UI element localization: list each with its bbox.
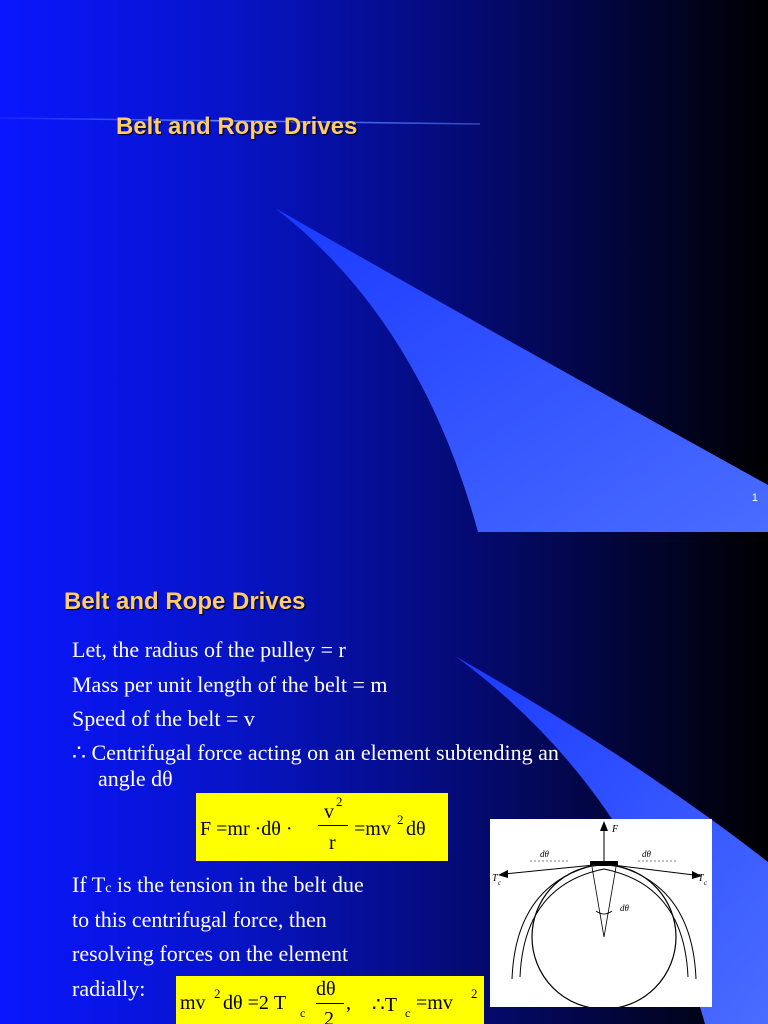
slide-1-title: Belt and Rope Drives bbox=[116, 113, 358, 140]
diagram-label-angle-left: dθ bbox=[540, 849, 549, 859]
eq1-numerator-sup: 2 bbox=[336, 794, 343, 809]
equation-tension bbox=[176, 976, 484, 1024]
eq2-part3-sup: 2 bbox=[471, 986, 478, 1001]
text-line-centrifugal: ∴ Centrifugal force acting on an element subtending an bbox=[72, 740, 559, 765]
eq1-lhs: F =mr ·dθ · bbox=[200, 818, 293, 840]
paragraph-line-4: radially: bbox=[72, 976, 146, 1001]
slide-2 bbox=[0, 532, 768, 1024]
eq2-part3: =mv bbox=[416, 992, 453, 1014]
force-arrow-head bbox=[600, 821, 608, 831]
eq2-part1-sup: 2 bbox=[214, 986, 221, 1001]
eq1-numerator: v bbox=[324, 801, 334, 823]
text-line-angle: angle dθ bbox=[98, 766, 173, 791]
diagram-label-force: F bbox=[612, 824, 619, 835]
slide-2-title: Belt and Rope Drives bbox=[64, 588, 306, 615]
belt-pulley-diagram bbox=[490, 819, 712, 1007]
equation-centrifugal-force bbox=[196, 793, 448, 861]
swoosh-shape bbox=[275, 208, 768, 532]
paragraph-line-3: resolving forces on the element bbox=[72, 941, 349, 966]
eq2-part1: mv bbox=[180, 992, 206, 1014]
diagram-label-tension-right: T bbox=[698, 873, 704, 884]
belt-inner-arc bbox=[520, 869, 688, 977]
eq1-rhs: =mv bbox=[354, 818, 391, 840]
diagram-label-tension-right-sub: c bbox=[704, 879, 708, 887]
slide-number: 1 bbox=[751, 492, 758, 504]
belt-element bbox=[590, 861, 618, 866]
eq2-part2: dθ =2 T bbox=[223, 992, 287, 1014]
eq2-comma: , bbox=[346, 992, 351, 1014]
eq1-fraction-bar bbox=[318, 825, 348, 826]
text-line-speed: Speed of the belt = v bbox=[72, 706, 255, 731]
eq2-therefore-sub: c bbox=[405, 1006, 411, 1020]
text-line-mass: Mass per unit length of the belt = m bbox=[72, 672, 388, 697]
paragraph-line-1: If Tc is the tension in the belt due bbox=[72, 872, 364, 897]
eq1-denominator: r bbox=[329, 832, 336, 854]
diagram-label-tension-left-sub: c bbox=[498, 879, 502, 887]
eq2-fraction-num: dθ bbox=[316, 978, 336, 1000]
diagram-label-angle-center: dθ bbox=[620, 903, 629, 913]
diagram-label-tension-left: T bbox=[492, 873, 498, 884]
eq2-therefore: ∴T bbox=[372, 994, 397, 1016]
belt-outer-arc bbox=[512, 863, 696, 979]
paragraph-line-2: to this centrifugal force, then bbox=[72, 907, 327, 932]
eq1-rhs-sup: 2 bbox=[397, 812, 404, 827]
radius-line-left bbox=[592, 867, 604, 937]
eq2-fraction-den: 2 bbox=[324, 1008, 334, 1024]
radius-line-right bbox=[604, 867, 616, 937]
angle-arc-center bbox=[596, 911, 612, 914]
tension-left-arrow-head bbox=[498, 870, 508, 878]
diagram-label-angle-right: dθ bbox=[642, 849, 651, 859]
text-line-radius: Let, the radius of the pulley = r bbox=[72, 637, 346, 662]
eq2-fraction-bar bbox=[316, 1003, 344, 1004]
eq2-part2-sub: c bbox=[300, 1006, 306, 1020]
eq1-rhs-tail: dθ bbox=[406, 818, 426, 840]
